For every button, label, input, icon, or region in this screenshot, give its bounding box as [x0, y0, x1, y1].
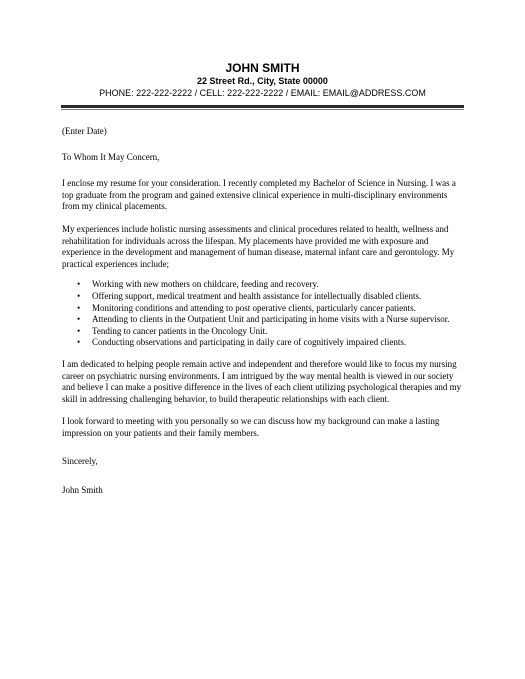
- list-item: [62, 303, 462, 315]
- list-item-text: Conducting observations and participating in daily care of cognitively impaired clients.: [92, 337, 407, 348]
- bullet-icon: •: [77, 290, 81, 301]
- applicant-name: JOHN SMITH: [225, 61, 300, 75]
- letter-body: [62, 126, 462, 497]
- bullet-icon: •: [77, 337, 81, 348]
- list-item-text: Working with new mothers on childcare, feeding and recovery.: [92, 279, 319, 290]
- list-item: [62, 337, 462, 349]
- list-item-text: Attending to clients in the Outpatient Unit and participating in home visits with a Nurse supervisor.: [92, 314, 450, 325]
- list-item-text: Offering support, medical treatment and health assistance for intellectually disabled clients.: [92, 290, 422, 301]
- list-item: [62, 291, 462, 303]
- list-item: [62, 279, 462, 291]
- salutation: To Whom It May Concern,: [62, 151, 160, 162]
- paragraph-closing: I look forward to meeting with you personally so we can discuss how my background can make a lasting impression on your patients and their family members.: [62, 416, 440, 438]
- bullet-icon: •: [77, 279, 81, 290]
- list-item: [62, 314, 462, 326]
- signature-name: John Smith: [62, 485, 103, 496]
- experience-list: [62, 279, 462, 349]
- letter-date: (Enter Date): [62, 126, 107, 136]
- bullet-icon: •: [77, 302, 81, 313]
- list-item-text: Tending to cancer patients in the Oncology Unit.: [92, 325, 268, 336]
- applicant-contact: PHONE: 222-222-2222 / CELL: 222-222-2222 / EMAIL: EMAIL@ADDRESS.COM: [99, 88, 426, 98]
- bullet-icon: •: [77, 325, 81, 336]
- closing-phrase: Sincerely,: [62, 456, 98, 467]
- list-item-text: Monitoring conditions and attending to post operative clients, particularly cancer patients.: [92, 302, 416, 313]
- header-divider-thin: [61, 109, 464, 110]
- paragraph-experience: My experiences include holistic nursing assessments and clinical procedures related to health, wellness and rehabilitation for individuals across the lifespan. My placements have provided me with exposure and experience in the development and management of human disease, maternal infant care and gerontology. My practical experiences include;: [62, 223, 455, 269]
- bullet-icon: •: [77, 314, 81, 325]
- list-item: [62, 326, 462, 338]
- letterhead: [0, 62, 525, 99]
- paragraph-motivation: I am dedicated to helping people remain active and independent and therefore would like to focus my nursing career on psychiatric nursing environments. I am intrigued by the way mental health is viewed in our society and believe I can make a positive difference in the lives of each client utilizing psychological therapies and my skill in addressing challenging behavior, to build therapeutic relationships with each client.: [62, 358, 462, 404]
- header-divider-thick: [61, 105, 464, 108]
- paragraph-intro: I enclose my resume for your consideration. I recently completed my Bachelor of Science in Nursing. I was a top graduate from the program and gained extensive clinical experience in multi-disciplinary environments from my clinical placements.: [62, 178, 456, 212]
- applicant-address: 22 Street Rd., City, State 00000: [197, 76, 328, 86]
